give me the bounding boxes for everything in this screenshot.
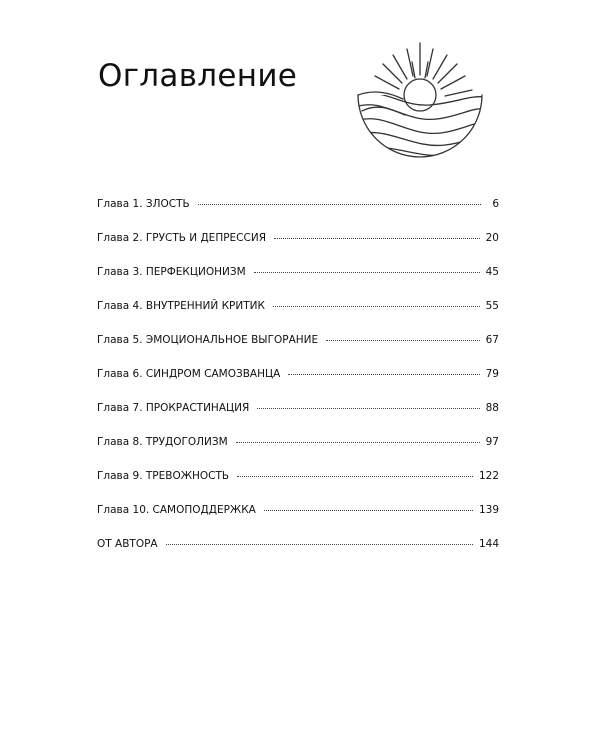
toc-entry-label: Глава 6. СИНДРОМ САМОЗВАНЦА — [97, 368, 281, 380]
toc-entry-label: Глава 9. ТРЕВОЖНОСТЬ — [97, 470, 230, 482]
toc-entry-label: Глава 10. САМОПОДДЕРЖКА — [97, 504, 256, 516]
toc-entry-page: 67 — [485, 334, 499, 346]
toc-leader-dots — [236, 441, 480, 443]
toc-entry-page: 55 — [485, 300, 499, 312]
toc-entry-label: Глава 3. ПЕРФЕКЦИОНИЗМ — [97, 266, 246, 278]
toc-leader-dots — [264, 509, 473, 511]
toc-leader-dots — [254, 271, 480, 273]
toc-entry-label: Глава 4. ВНУТРЕННИЙ КРИТИК — [97, 300, 265, 312]
toc-leader-dots — [288, 373, 479, 375]
toc-entry-label: Глава 1. ЗЛОСТЬ — [97, 198, 190, 210]
toc-leader-dots — [237, 475, 473, 477]
toc-entry-10[interactable] — [97, 504, 499, 538]
toc-entry-page: 45 — [485, 266, 499, 278]
table-of-contents — [97, 198, 499, 572]
sunrise-waves-icon — [345, 35, 495, 175]
toc-entry-11[interactable] — [97, 538, 499, 572]
toc-entry-label: Глава 2. ГРУСТЬ И ДЕПРЕССИЯ — [97, 232, 266, 244]
toc-entry-page: 79 — [485, 368, 499, 380]
toc-entry-5[interactable] — [97, 334, 499, 368]
toc-entry-7[interactable] — [97, 402, 499, 436]
toc-leader-dots — [273, 305, 480, 307]
page-title: Оглавление — [98, 58, 298, 94]
toc-entry-page: 122 — [478, 470, 499, 482]
toc-entry-page: 88 — [485, 402, 499, 414]
toc-entry-page: 144 — [478, 538, 499, 550]
toc-entry-4[interactable] — [97, 300, 499, 334]
toc-entry-9[interactable] — [97, 470, 499, 504]
toc-leader-dots — [274, 237, 480, 239]
toc-leader-dots — [257, 407, 479, 409]
toc-leader-dots — [326, 339, 479, 341]
toc-entry-8[interactable] — [97, 436, 499, 470]
toc-entry-label: Глава 8. ТРУДОГОЛИЗМ — [97, 436, 228, 448]
toc-entry-6[interactable] — [97, 368, 499, 402]
toc-entry-page: 20 — [485, 232, 499, 244]
toc-entry-label: ОТ АВТОРА — [97, 538, 158, 550]
toc-entry-3[interactable] — [97, 266, 499, 300]
toc-entry-2[interactable] — [97, 232, 499, 266]
toc-entry-label: Глава 5. ЭМОЦИОНАЛЬНОЕ ВЫГОРАНИЕ — [97, 334, 319, 346]
toc-entry-label: Глава 7. ПРОКРАСТИНАЦИЯ — [97, 402, 250, 414]
toc-entry-1[interactable] — [97, 198, 499, 232]
toc-leader-dots — [198, 203, 481, 205]
toc-entry-page: 6 — [492, 198, 499, 210]
toc-entry-page: 139 — [478, 504, 499, 516]
toc-entry-page: 97 — [485, 436, 499, 448]
toc-leader-dots — [166, 543, 473, 545]
